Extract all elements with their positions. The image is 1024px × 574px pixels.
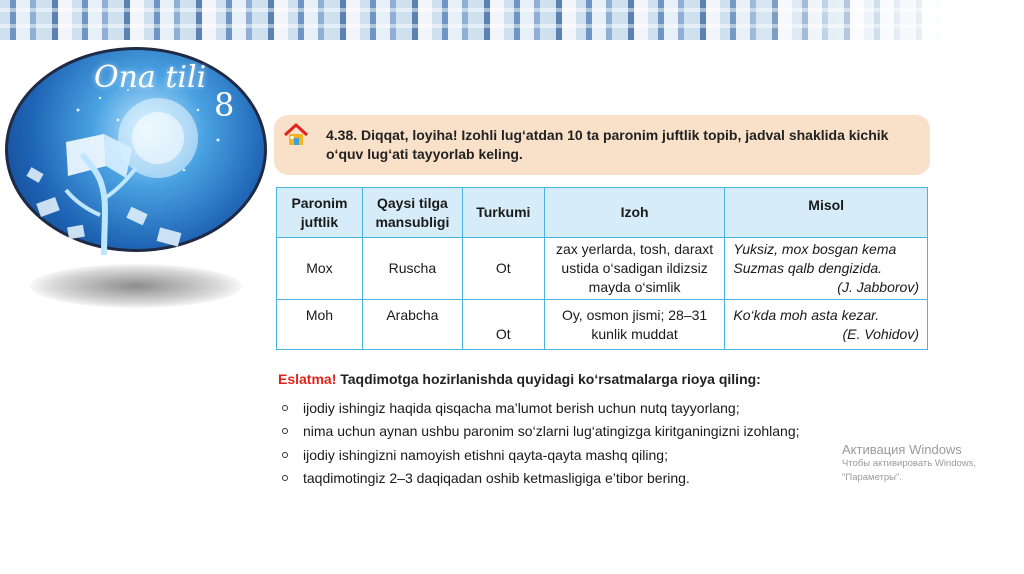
list-item	[278, 443, 878, 467]
list-item	[278, 396, 878, 420]
logo-grade-number: 8	[214, 86, 235, 124]
cell-izoh: Oy, osmon jismi; 28–31 kunlik muddat	[544, 300, 725, 350]
watermark-line-1: Чтобы активировать Windows,	[842, 458, 977, 469]
activation-watermark	[842, 442, 977, 485]
cell-til: Arabcha	[362, 300, 462, 350]
cell-izoh: zax yerlarda, tosh, daraxt ustida o‘sadigan ildizsiz mayda o‘simlik	[544, 238, 725, 300]
list-item-text: taqdimotingiz 2–3 daqiqadan oshib ketmasligiga e’tibor bering.	[303, 470, 690, 487]
note-mark: Eslatma!	[278, 371, 337, 387]
header-band-fade	[724, 0, 1024, 40]
list-item	[278, 467, 878, 491]
table-row	[277, 300, 928, 350]
misol-author: (E. Vohidov)	[842, 325, 919, 342]
cell-misol	[725, 238, 928, 300]
table-row	[277, 238, 928, 300]
misol-text: Ko‘kda moh asta kezar.	[733, 306, 880, 323]
logo-shadow	[30, 264, 242, 308]
list-item-text: ijodiy ishingizni namoyish etishni qayta-qayta mashq qiling;	[303, 446, 668, 463]
cell-til: Ruscha	[362, 238, 462, 300]
house-icon	[282, 121, 310, 149]
cell-turkum: Ot	[462, 300, 544, 350]
list-item-text: nima uchun aynan ushbu paronim so‘zlarni lug‘atingizga kiritganingizni izohlang;	[303, 423, 800, 440]
header-turkum: Turkumi	[462, 188, 544, 238]
misol-text: Yuksiz, mox bosgan kema Suzmas qalb dengizida.	[733, 241, 897, 276]
cell-turkum: Ot	[462, 238, 544, 300]
note-heading	[278, 371, 761, 387]
note-list	[278, 396, 878, 490]
note-heading-text: Taqdimotga hozirlanishda quyidagi ko‘rsatmalarga rioya qiling:	[336, 371, 761, 387]
header-misol: Misol	[725, 188, 928, 238]
cell-misol	[725, 300, 928, 350]
header-til: Qaysi tilga mansubligi	[362, 188, 462, 238]
list-item-text: ijodiy ishingiz haqida qisqacha ma’lumot berish uchun nutq tayyorlang;	[303, 399, 740, 416]
task-banner	[274, 115, 930, 175]
watermark-line-2: "Параметры".	[842, 472, 903, 483]
misol-author: (J. Jabborov)	[837, 279, 919, 295]
circle-bullet-icon	[282, 405, 288, 411]
cell-paronim: Moh	[277, 300, 363, 350]
circle-bullet-icon	[282, 475, 288, 481]
list-item	[278, 420, 878, 444]
cell-paronim: Mox	[277, 238, 363, 300]
logo-title: Ona tili	[94, 60, 207, 95]
circle-bullet-icon	[282, 452, 288, 458]
watermark-title: Активация Windows	[842, 442, 962, 457]
task-instruction: 4.38. Diqqat, loyiha! Izohli lug‘atdan 10 ta paronim juftlik topib, jadval shaklida kichik o‘quv lug‘ati tayyorlab keling.	[326, 127, 889, 162]
paronym-table	[276, 187, 928, 350]
header-izoh: Izoh	[544, 188, 725, 238]
header-paronim: Paronim juftlik	[277, 188, 363, 238]
book-cover-logo	[5, 47, 267, 252]
table-header-row	[277, 188, 928, 238]
circle-bullet-icon	[282, 428, 288, 434]
